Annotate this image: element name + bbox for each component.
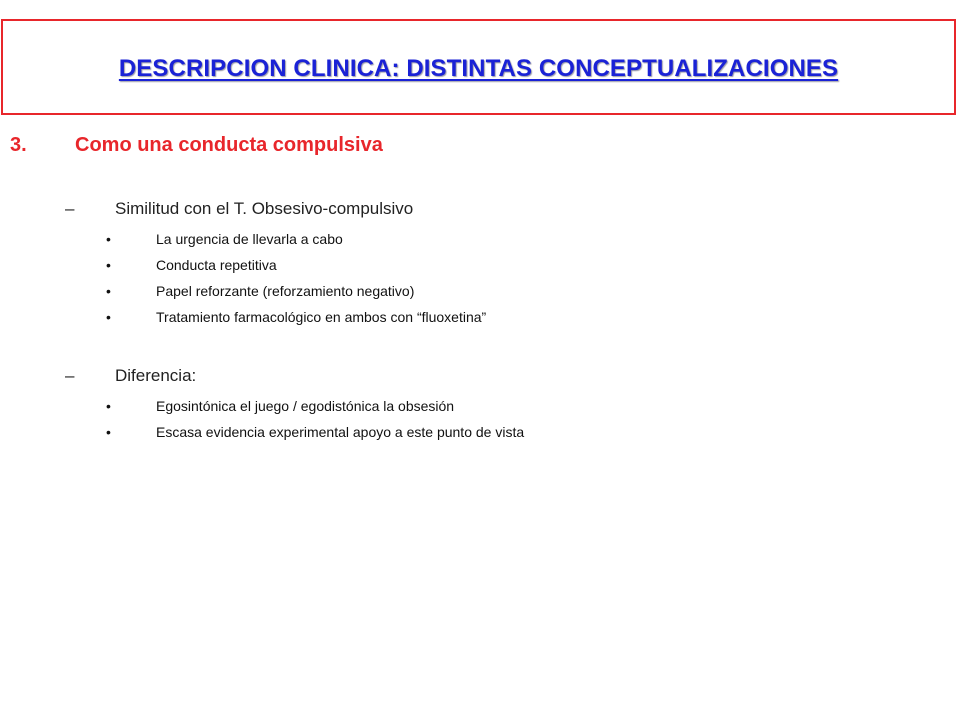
dash-marker: – <box>65 199 75 218</box>
bullet-marker: • <box>106 424 111 440</box>
list-item-text: La urgencia de llevarla a cabo <box>156 231 343 247</box>
subheading-similitud <box>65 199 413 219</box>
list-item-text: Conducta repetitiva <box>156 257 277 273</box>
list-item <box>106 231 343 247</box>
bullet-marker: • <box>106 283 111 299</box>
bullet-marker: • <box>106 231 111 247</box>
subheading-diferencia <box>65 366 196 386</box>
slide-title: DESCRIPCION CLINICA: DISTINTAS CONCEPTUALIZACIONES <box>118 55 839 82</box>
bullet-marker: • <box>106 309 111 325</box>
bullet-marker: • <box>106 398 111 414</box>
list-item-text: Escasa evidencia experimental apoyo a este punto de vista <box>156 424 525 440</box>
dash-marker: – <box>65 366 75 385</box>
list-item-text: Egosintónica el juego / egodistónica la obsesión <box>156 398 455 414</box>
section-heading <box>10 134 383 157</box>
list-item-text: Tratamiento farmacológico en ambos con “fluoxetina” <box>156 309 487 325</box>
section-number: 3. <box>10 134 27 156</box>
list-item <box>106 283 414 299</box>
title-box <box>1 19 956 115</box>
subheading-text: Diferencia: <box>115 366 197 385</box>
list-item <box>106 424 524 440</box>
subheading-text: Similitud con el T. Obsesivo-compulsivo <box>115 199 414 218</box>
list-item <box>106 309 486 325</box>
list-item <box>106 398 454 414</box>
list-item <box>106 257 277 273</box>
bullet-marker: • <box>106 257 111 273</box>
list-item-text: Papel reforzante (reforzamiento negativo) <box>156 283 415 299</box>
section-text: Como una conducta compulsiva <box>75 134 383 156</box>
